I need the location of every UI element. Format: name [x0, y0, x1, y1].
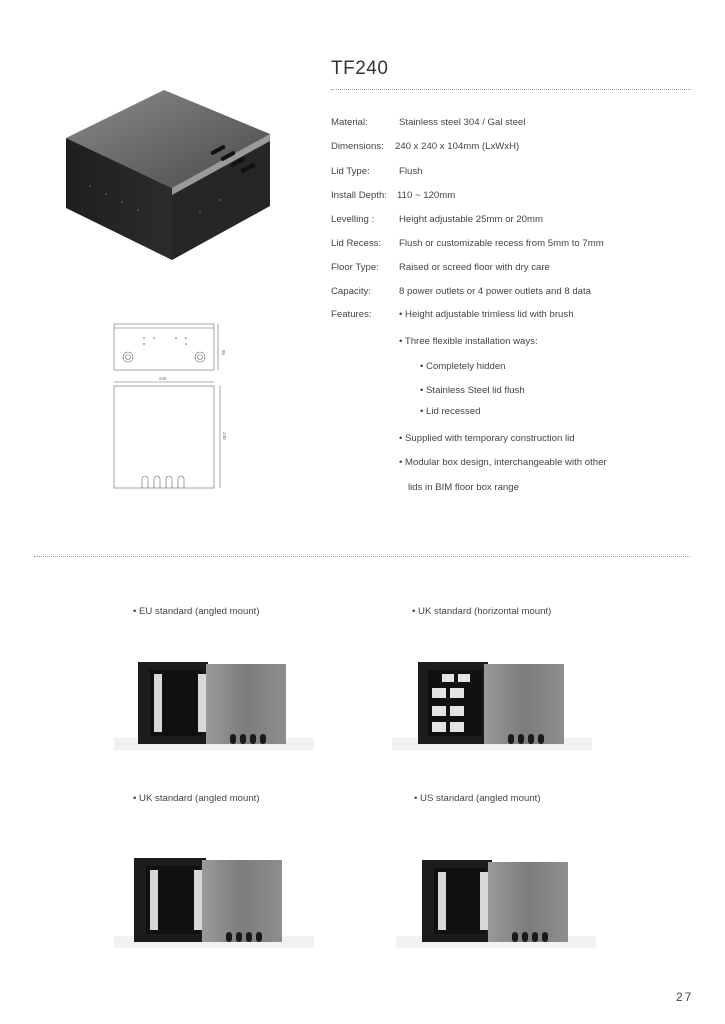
spec-label: Floor Type: — [331, 262, 379, 273]
variant-caption: • US standard (angled mount) — [414, 793, 541, 804]
spec-value: Flush or customizable recess from 5mm to 7mm — [399, 238, 604, 249]
dim-height-label: 95 — [221, 350, 226, 356]
feature-way-item: • Stainless Steel lid flush — [420, 385, 525, 396]
spec-value: 240 x 240 x 104mm (LxWxH) — [395, 141, 520, 152]
title-divider — [331, 89, 691, 90]
product-title: TF240 — [331, 58, 389, 79]
page-number: 27 — [676, 990, 694, 1004]
variant-photo-uk-angled — [114, 852, 314, 952]
section-divider — [34, 556, 690, 557]
feature-way-item: • Lid recessed — [420, 406, 481, 417]
feature-temp-lid: • Supplied with temporary construction lid — [399, 433, 575, 444]
variant-photo-uk-horizontal — [392, 654, 592, 754]
feature-modular: • Modular box design, interchangeable with other — [399, 457, 607, 468]
variant-caption: • UK standard (horizontal mount) — [412, 606, 552, 617]
spec-label: Capacity: — [331, 286, 371, 297]
spec-value: Flush — [399, 166, 423, 177]
feature-way-item: • Completely hidden — [420, 361, 506, 372]
spec-value: 110 ~ 120mm — [397, 190, 456, 201]
spec-label: Install Depth: — [331, 190, 387, 201]
spec-label: Lid Recess: — [331, 238, 382, 249]
variant-caption: • EU standard (angled mount) — [133, 606, 260, 617]
spec-value: Height adjustable 25mm or 20mm — [399, 214, 543, 225]
product-image — [60, 88, 275, 273]
variant-photo-eu-angled — [114, 654, 314, 754]
feature-modular-cont: lids in BIM floor box range — [408, 482, 519, 493]
dim-depth-label: 240 — [222, 432, 227, 440]
spec-label: Material: — [331, 117, 368, 128]
spec-value: Raised or screed floor with dry care — [399, 262, 550, 273]
spec-value: Stainless steel 304 / Gal steel — [399, 117, 526, 128]
variant-photo-us-angled — [396, 852, 596, 952]
feature-flexible-ways: • Three flexible installation ways: — [399, 336, 538, 347]
spec-value: • Height adjustable trimless lid with brush — [399, 309, 574, 320]
spec-value: 8 power outlets or 4 power outlets and 8 data — [399, 286, 591, 297]
spec-label: Dimensions: — [331, 141, 384, 152]
spec-label: Lid Type: — [331, 166, 370, 177]
spec-label: Features: — [331, 309, 372, 320]
spec-label: Levelling : — [331, 214, 375, 225]
technical-drawing — [106, 312, 232, 492]
variant-caption: • UK standard (angled mount) — [133, 793, 260, 804]
dim-width-label: 240 — [159, 376, 167, 381]
